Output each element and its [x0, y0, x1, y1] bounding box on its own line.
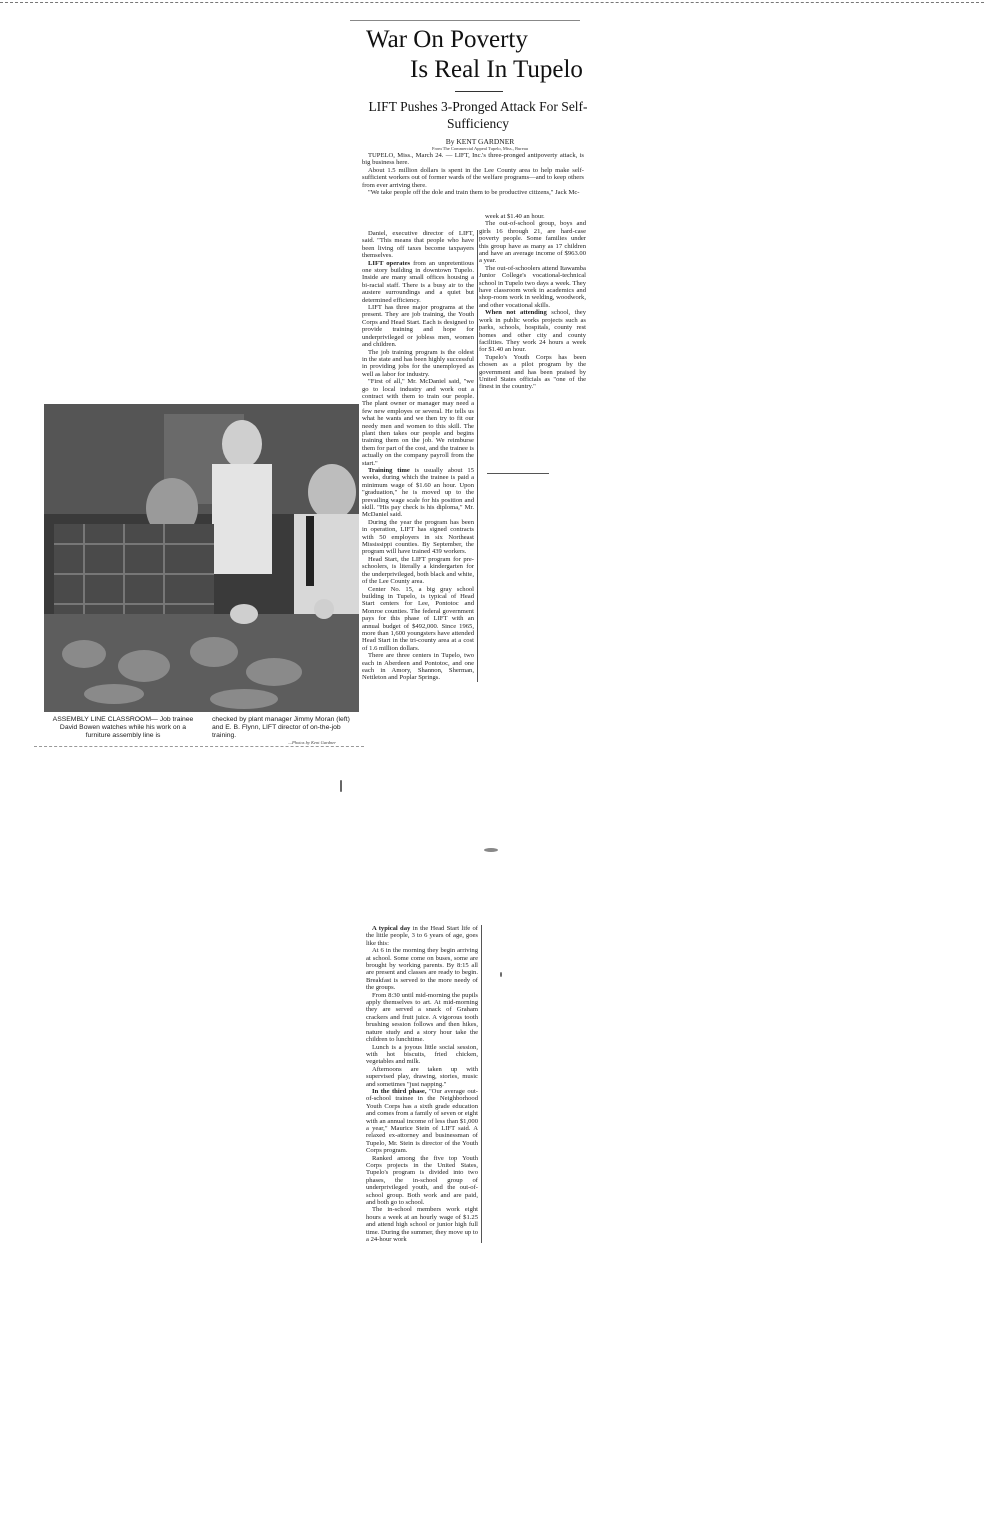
- paragraph-text: from an unpretentious one story building in downtown Tupelo. Inside are many small offices housing a bi-racial staff. There is a busy air to the austere surroundings and a quiet but determined efficiency.: [362, 259, 474, 304]
- paragraph-text: Lunch is a joyous little social session, with hot biscuits, fried chicken, vegetables and milk.: [366, 1043, 478, 1066]
- paragraph-text: is usually about 15 weeks, during which the trainee is paid a minimum wage of $1.60 an hour. Upon "graduation," he is moved up to the prevailing wage scale for his position and skill. "His pay check is his diploma," Mr. McDaniel said.: [362, 467, 474, 519]
- paragraph-text: Head Start, the LIFT program for pre-schoolers, is literally a kindergarten for the underprivileged, both black and white, of the Lee County area.: [362, 555, 474, 586]
- article-paragraph: [479, 309, 586, 353]
- paragraph-lead-in: When not attending: [485, 309, 547, 317]
- paragraph-text: The in-school members work eight hours a week at an hourly wage of $1.25 and attend high school or junior high full time. During the summer, they move up to a 24-hour work: [366, 1206, 478, 1244]
- article-paragraph: [366, 1066, 478, 1088]
- article-paragraph: [366, 1044, 478, 1066]
- paragraph-text: LIFT has three major programs at the present. They are job training, the Youth Corps and Head Start. Each is designed to provide training and hope for underprivileged or jobless men, women and children.: [362, 304, 474, 349]
- article-paragraph: [362, 230, 474, 260]
- headline-line-1: War On Poverty: [366, 26, 528, 53]
- article-paragraph: [366, 1206, 478, 1243]
- photo-caption-left: ASSEMBLY LINE CLASSROOM— Job trainee David Bowen watches while his work on a furniture assembly line is: [52, 716, 194, 739]
- scan-mark: [500, 972, 502, 977]
- photo-caption-right: checked by plant manager Jimmy Moran (left) and E. B. Flynn, LIFT director of on-the-job training.: [212, 716, 350, 739]
- article-paragraph: [362, 349, 474, 379]
- scan-mark: [484, 848, 498, 852]
- article-paragraph: [362, 378, 474, 467]
- paragraph-text: Tupelo's Youth Corps has been chosen as a pilot program by the government and has been praised by United States officials as "one of the finest in the country.": [479, 353, 586, 391]
- page-top-rule: [0, 2, 984, 3]
- paragraph-lead-in: A typical day: [372, 925, 411, 932]
- article-paragraph: [479, 265, 586, 309]
- photo-illustration: [44, 404, 359, 712]
- article-column-2: [479, 213, 586, 391]
- paragraph-text: From 8:30 until mid-morning the pupils apply themselves to art. At mid-morning they are served a snack of Graham crackers and fruit juice. A vigorous tooth brushing session follows and then hikes, nature study and a story hour take the children to lunchtime.: [366, 991, 478, 1044]
- article-paragraph: [479, 220, 586, 264]
- article-paragraph: [366, 947, 478, 991]
- article-paragraph: [362, 586, 474, 653]
- paragraph-text: "Our average out-of-school trainee in the Neighborhood Youth Corps has a sixth grade education and comes from a family of seven or eight with an annual income of less than $1,000 a year," Maurice Stein of LIFT said. A relaxed ex-attorney and businessman of Tupelo, Mr. Stein is director of the Youth Corps program.: [366, 1087, 479, 1155]
- article-paragraph: [362, 260, 474, 304]
- paragraph-lead-in: Training time: [368, 467, 410, 474]
- paragraph-text: At 6 in the morning they begin arriving at school. Some come on buses, some are brought by working parents. By 8:15 all are present and classes are ready to begin. Breakfast is served to the more needy of the groups.: [366, 947, 478, 992]
- lead-paragraph: TUPELO, Miss., March 24. — LIFT, Inc.'s three-pronged antipoverty attack, is big business here.: [362, 152, 584, 167]
- subheadline: LIFT Pushes 3-Pronged Attack For Self-Sufficiency: [368, 99, 588, 131]
- article-paragraph: [362, 519, 474, 556]
- paragraph-text: school, they work in public works projects such as parks, schools, hospitals, county rest homes and other city and county facilities. They work 24 hours a week for $1.40 an hour.: [479, 309, 587, 354]
- article-paragraph: [362, 467, 474, 519]
- article-column-3: [366, 925, 482, 1243]
- headline-divider: [455, 91, 503, 92]
- article-paragraph: [366, 1088, 478, 1155]
- scan-mark: [340, 780, 342, 792]
- article-paragraph: [362, 304, 474, 348]
- article-paragraph: [366, 1155, 478, 1207]
- article-paragraph: [362, 556, 474, 586]
- paragraph-lead-in: LIFT operates: [368, 259, 411, 267]
- article-column-1: [362, 230, 478, 682]
- paragraph-text: Afternoons are taken up with supervised play, drawing, stories, music and sometimes "just napping.": [366, 1065, 478, 1088]
- lead-paragraphs: [362, 152, 584, 196]
- paragraph-text: The out-of-schoolers attend Itawamba Junior College's vocational-technical school in Tupelo two days a week. They have classroom work in academics and shop-room work in welding, woodwork, and other vocational skills.: [479, 264, 586, 309]
- paragraph-text: Center No. 15, a big gray school building in Tupelo, is typical of Head Start centers for Lee, Pontotoc and Monroe counties. The federal government pays for this phase of LIFT with an annual budget of $492,000. Since 1965, more than 1,600 youngsters have attended Head Start in the tri-county area at a cost of 1.6 million dollars.: [362, 585, 474, 652]
- lead-paragraph: "We take people off the dole and train them to be productive citizens," Jack Mc-: [368, 189, 580, 197]
- article-paragraph: [366, 925, 478, 947]
- byline: By KENT GARDNER: [445, 137, 515, 146]
- source-credit: From The Commercial Appeal Tupelo, Miss., Bureau: [431, 146, 529, 151]
- paragraph-text: There are three centers in Tupelo, two each in Aberdeen and Pontotoc, and one each in Amory, Shannon, Sherman, Nettleton and Poplar Springs.: [362, 652, 474, 682]
- paragraph-text: Daniel, executive director of LIFT, said. "This means that people who have been living off taxes become taxpayers themselves.: [362, 230, 474, 260]
- paragraph-text: During the year the program has been in operation, LIFT has signed contracts with 50 employers in six Northeast Mississippi counties. By September, the program will have trained 439 workers.: [362, 518, 474, 556]
- paragraph-text: The out-of-school group, boys and girls 16 through 21, are hard-case poverty people. Some families under this group have as many as 17 children and have an average income of $963.00 a year.: [479, 220, 586, 265]
- lead-paragraph: About 1.5 million dollars is spent in the Lee County area to help make self-sufficient workers out of former wards of the welfare programs—and to keep others from ever arriving there.: [362, 166, 584, 189]
- headline-line-2: Is Real In Tupelo: [410, 56, 583, 83]
- paragraph-text: in the Head Start life of the little people, 3 to 6 years of age, goes like this:: [366, 925, 478, 947]
- news-photo: [44, 404, 359, 712]
- column-end-rule: [487, 473, 549, 474]
- caption-divider: [34, 746, 364, 747]
- article-paragraph: [479, 354, 586, 391]
- masthead-rule: [350, 20, 580, 21]
- article-paragraph: [479, 213, 586, 220]
- paragraph-text: Ranked among the five top Youth Corps projects in the United States, Tupelo's program is divided into two phases, the in-school group of underprivileged youth, and the out-of-school group. Both work and are paid, and both go to school.: [366, 1154, 478, 1207]
- paragraph-text: "First of all," Mr. McDaniel said, "we go to local industry and work out a contract with them to train our people. The plant owner or manager may need a few new employes or several. He tells us what he wants and we then try to fit our needy men and women to this skill. The plant then takes our people and begins training them on the job. We reimburse them for part of the cost, and the trainee is actually on the company payroll from the start.": [362, 378, 474, 467]
- paragraph-text: The job training program is the oldest in the state and has been highly successful in providing jobs for the unemployed as well as labor for industry.: [362, 348, 474, 378]
- paragraph-text: week at $1.40 an hour.: [485, 213, 545, 220]
- paragraph-lead-in: In the third phase,: [372, 1087, 427, 1095]
- article-paragraph: [366, 992, 478, 1044]
- article-paragraph: [362, 652, 474, 682]
- photo-credit: —Photos by Kent Gardner: [288, 740, 336, 745]
